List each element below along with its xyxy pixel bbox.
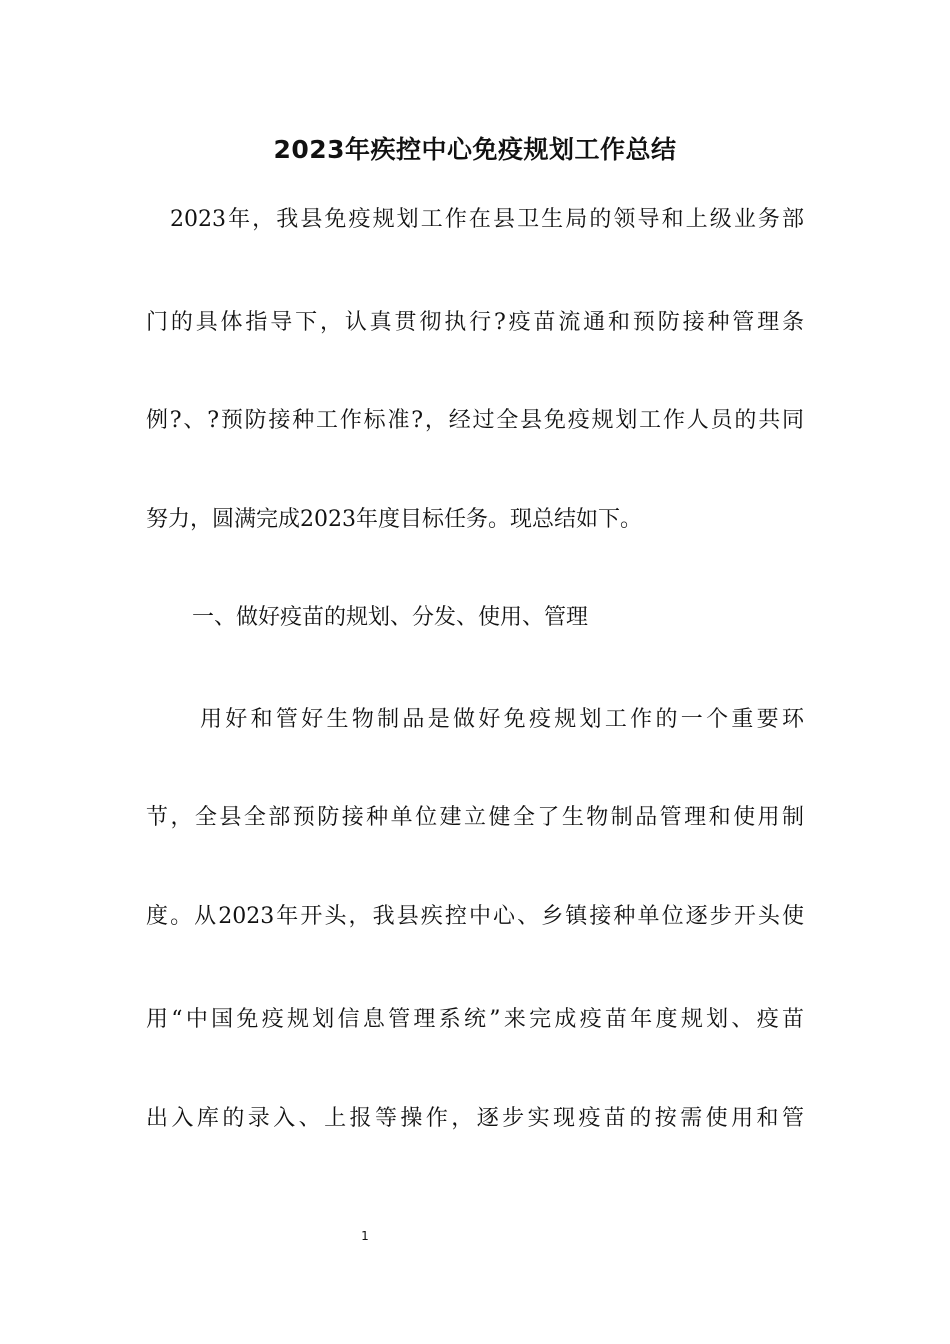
section-line-2: 节，全县全部预防接种单位建立健全了生物制品管理和使用制 — [146, 805, 804, 830]
section-line-3: 度。从2023年开头，我县疾控中心、乡镇接种单位逐步开头使 — [146, 904, 804, 929]
section-line-5: 出入库的录入、上报等操作，逐步实现疫苗的按需使用和管 — [146, 1106, 804, 1131]
intro-line-3: 例?、?预防接种工作标准?，经过全县免疫规划工作人员的共同 — [146, 408, 804, 433]
section-heading: 一、做好疫苗的规划、分发、使用、管理 — [192, 605, 589, 630]
section-line-4: 用“中国免疫规划信息管理系统”来完成疫苗年度规划、疫苗 — [146, 1007, 804, 1032]
section-line-1: 用好和管好生物制品是做好免疫规划工作的一个重要环 — [200, 707, 804, 732]
intro-line-1: 2023年，我县免疫规划工作在县卫生局的领导和上级业务部 — [170, 207, 804, 232]
page-title: 2023年疾控中心免疫规划工作总结 — [273, 135, 677, 164]
page-number: 1 — [361, 1229, 369, 1243]
intro-line-4: 努力，圆满完成2023年度目标任务。现总结如下。 — [146, 507, 642, 532]
intro-line-2: 门的具体指导下，认真贯彻执行?疫苗流通和预防接种管理条 — [146, 310, 804, 335]
